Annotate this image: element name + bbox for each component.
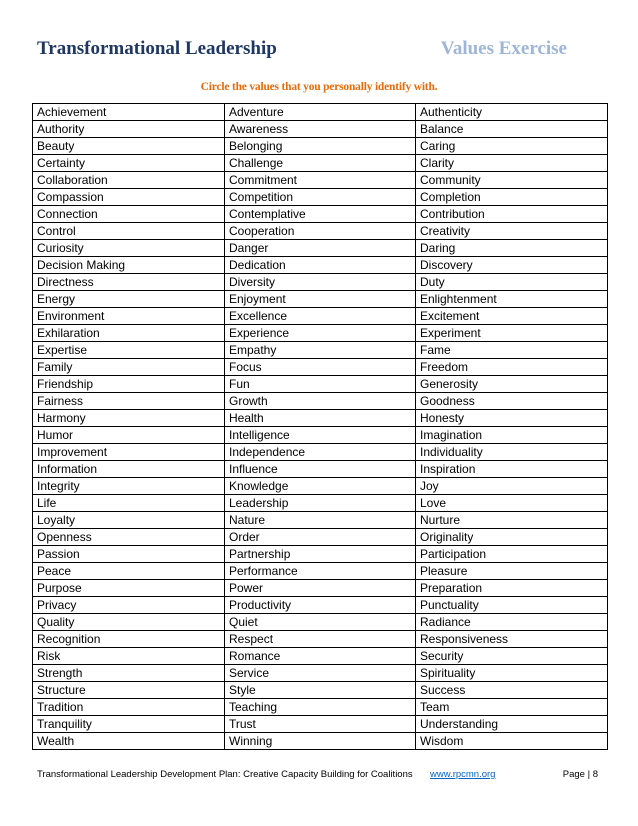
table-row [33, 444, 608, 461]
value-cell[interactable]: Cooperation [225, 223, 416, 240]
value-cell[interactable]: Energy [33, 291, 225, 308]
table-row [33, 308, 608, 325]
values-table [32, 103, 608, 750]
table-row [33, 155, 608, 172]
value-cell[interactable]: Understanding [416, 716, 608, 733]
table-row [33, 733, 608, 750]
value-cell[interactable]: Peace [33, 563, 225, 580]
value-cell[interactable]: Belonging [225, 138, 416, 155]
value-cell[interactable]: Partnership [225, 546, 416, 563]
table-row [33, 648, 608, 665]
instruction-line [0, 77, 638, 95]
value-cell[interactable]: Spirituality [416, 665, 608, 682]
value-cell[interactable]: Connection [33, 206, 225, 223]
value-cell[interactable]: Trust [225, 716, 416, 733]
value-cell[interactable]: Daring [416, 240, 608, 257]
value-cell[interactable]: Loyalty [33, 512, 225, 529]
value-cell[interactable]: Directness [33, 274, 225, 291]
table-row [33, 240, 608, 257]
table-row [33, 359, 608, 376]
table-row [33, 342, 608, 359]
table-row [33, 631, 608, 648]
value-cell[interactable]: Joy [416, 478, 608, 495]
value-cell[interactable]: Caring [416, 138, 608, 155]
table-row [33, 393, 608, 410]
value-cell[interactable]: Intelligence [225, 427, 416, 444]
table-row [33, 682, 608, 699]
value-cell[interactable]: Recognition [33, 631, 225, 648]
table-row [33, 325, 608, 342]
value-cell[interactable]: Privacy [33, 597, 225, 614]
value-cell[interactable]: Influence [225, 461, 416, 478]
value-cell[interactable]: Nurture [416, 512, 608, 529]
value-cell[interactable]: Purpose [33, 580, 225, 597]
table-row [33, 274, 608, 291]
value-cell[interactable]: Nature [225, 512, 416, 529]
value-cell[interactable]: Style [225, 682, 416, 699]
value-cell[interactable]: Control [33, 223, 225, 240]
document-title: Transformational Leadership [37, 38, 277, 59]
value-cell[interactable]: Exhilaration [33, 325, 225, 342]
footer-link[interactable]: www.rpcmn.org [430, 769, 496, 780]
value-cell[interactable]: Duty [416, 274, 608, 291]
value-cell[interactable]: Tranquility [33, 716, 225, 733]
value-cell[interactable]: Contemplative [225, 206, 416, 223]
value-cell[interactable]: Improvement [33, 444, 225, 461]
value-cell[interactable]: Imagination [416, 427, 608, 444]
value-cell[interactable]: Winning [225, 733, 416, 750]
value-cell[interactable]: Authority [33, 121, 225, 138]
table-row [33, 257, 608, 274]
value-cell[interactable]: Compassion [33, 189, 225, 206]
table-row [33, 478, 608, 495]
value-cell[interactable]: Quiet [225, 614, 416, 631]
value-cell[interactable]: Teaching [225, 699, 416, 716]
value-cell[interactable]: Harmony [33, 410, 225, 427]
table-row [33, 512, 608, 529]
table-row [33, 529, 608, 546]
value-cell[interactable]: Excellence [225, 308, 416, 325]
value-cell[interactable]: Productivity [225, 597, 416, 614]
value-cell[interactable]: Expertise [33, 342, 225, 359]
value-cell[interactable]: Clarity [416, 155, 608, 172]
value-cell[interactable]: Success [416, 682, 608, 699]
table-row [33, 138, 608, 155]
value-cell[interactable]: Fun [225, 376, 416, 393]
value-cell[interactable]: Competition [225, 189, 416, 206]
value-cell[interactable]: Wisdom [416, 733, 608, 750]
value-cell[interactable]: Wealth [33, 733, 225, 750]
value-cell[interactable]: Tradition [33, 699, 225, 716]
value-cell[interactable]: Freedom [416, 359, 608, 376]
value-cell[interactable]: Security [416, 648, 608, 665]
value-cell[interactable]: Fairness [33, 393, 225, 410]
value-cell[interactable]: Performance [225, 563, 416, 580]
value-cell[interactable]: Responsiveness [416, 631, 608, 648]
page-header [37, 38, 567, 64]
value-cell[interactable]: Inspiration [416, 461, 608, 478]
table-row [33, 546, 608, 563]
value-cell[interactable]: Environment [33, 308, 225, 325]
value-cell[interactable]: Authenticity [416, 104, 608, 121]
table-row [33, 104, 608, 121]
value-cell[interactable]: Challenge [225, 155, 416, 172]
exercise-title: Values Exercise [440, 38, 567, 59]
value-cell[interactable]: Fame [416, 342, 608, 359]
table-row [33, 172, 608, 189]
value-cell[interactable]: Family [33, 359, 225, 376]
value-cell[interactable]: Completion [416, 189, 608, 206]
value-cell[interactable]: Community [416, 172, 608, 189]
table-row [33, 563, 608, 580]
value-cell[interactable]: Growth [225, 393, 416, 410]
instruction-text: Circle the values that you personally identify with. [200, 81, 438, 93]
value-cell[interactable]: Romance [225, 648, 416, 665]
value-cell[interactable]: Generosity [416, 376, 608, 393]
value-cell[interactable]: Individuality [416, 444, 608, 461]
value-cell[interactable]: Knowledge [225, 478, 416, 495]
value-cell[interactable]: Passion [33, 546, 225, 563]
value-cell[interactable]: Openness [33, 529, 225, 546]
value-cell[interactable]: Information [33, 461, 225, 478]
table-row [33, 427, 608, 444]
value-cell[interactable]: Radiance [416, 614, 608, 631]
value-cell[interactable]: Strength [33, 665, 225, 682]
table-row [33, 716, 608, 733]
value-cell[interactable]: Integrity [33, 478, 225, 495]
value-cell[interactable]: Leadership [225, 495, 416, 512]
table-row [33, 121, 608, 138]
table-row [33, 206, 608, 223]
value-cell[interactable]: Goodness [416, 393, 608, 410]
table-row [33, 376, 608, 393]
value-cell[interactable]: Certainty [33, 155, 225, 172]
value-cell[interactable]: Friendship [33, 376, 225, 393]
value-cell[interactable]: Experience [225, 325, 416, 342]
value-cell[interactable]: Collaboration [33, 172, 225, 189]
value-cell[interactable]: Creativity [416, 223, 608, 240]
value-cell[interactable]: Pleasure [416, 563, 608, 580]
table-row [33, 223, 608, 240]
footer-text: Transformational Leadership Development Plan: Creative Capacity Building for Coalitions [37, 769, 413, 780]
value-cell[interactable]: Independence [225, 444, 416, 461]
table-row [33, 189, 608, 206]
page-footer [37, 769, 598, 785]
value-cell[interactable]: Order [225, 529, 416, 546]
table-row [33, 495, 608, 512]
page-number: Page | 8 [562, 769, 598, 780]
value-cell[interactable]: Preparation [416, 580, 608, 597]
value-cell[interactable]: Humor [33, 427, 225, 444]
value-cell[interactable]: Honesty [416, 410, 608, 427]
value-cell[interactable]: Achievement [33, 104, 225, 121]
table-row [33, 665, 608, 682]
table-row [33, 580, 608, 597]
table-row [33, 597, 608, 614]
value-cell[interactable]: Participation [416, 546, 608, 563]
value-cell[interactable]: Commitment [225, 172, 416, 189]
value-cell[interactable]: Punctuality [416, 597, 608, 614]
value-cell[interactable]: Risk [33, 648, 225, 665]
value-cell[interactable]: Diversity [225, 274, 416, 291]
value-cell[interactable]: Adventure [225, 104, 416, 121]
value-cell[interactable]: Team [416, 699, 608, 716]
value-cell[interactable]: Excitement [416, 308, 608, 325]
table-row [33, 291, 608, 308]
value-cell[interactable]: Life [33, 495, 225, 512]
value-cell[interactable]: Enlightenment [416, 291, 608, 308]
value-cell[interactable]: Contribution [416, 206, 608, 223]
value-cell[interactable]: Curiosity [33, 240, 225, 257]
table-row [33, 410, 608, 427]
value-cell[interactable]: Dedication [225, 257, 416, 274]
value-cell[interactable]: Love [416, 495, 608, 512]
value-cell[interactable]: Health [225, 410, 416, 427]
value-cell[interactable]: Experiment [416, 325, 608, 342]
value-cell[interactable]: Discovery [416, 257, 608, 274]
value-cell[interactable]: Respect [225, 631, 416, 648]
value-cell[interactable]: Structure [33, 682, 225, 699]
table-row [33, 699, 608, 716]
value-cell[interactable]: Focus [225, 359, 416, 376]
value-cell[interactable]: Power [225, 580, 416, 597]
value-cell[interactable]: Empathy [225, 342, 416, 359]
value-cell[interactable]: Balance [416, 121, 608, 138]
value-cell[interactable]: Enjoyment [225, 291, 416, 308]
value-cell[interactable]: Danger [225, 240, 416, 257]
values-table-body [33, 104, 608, 750]
table-row [33, 461, 608, 478]
value-cell[interactable]: Service [225, 665, 416, 682]
value-cell[interactable]: Beauty [33, 138, 225, 155]
value-cell[interactable]: Originality [416, 529, 608, 546]
table-row [33, 614, 608, 631]
value-cell[interactable]: Decision Making [33, 257, 225, 274]
value-cell[interactable]: Awareness [225, 121, 416, 138]
value-cell[interactable]: Quality [33, 614, 225, 631]
